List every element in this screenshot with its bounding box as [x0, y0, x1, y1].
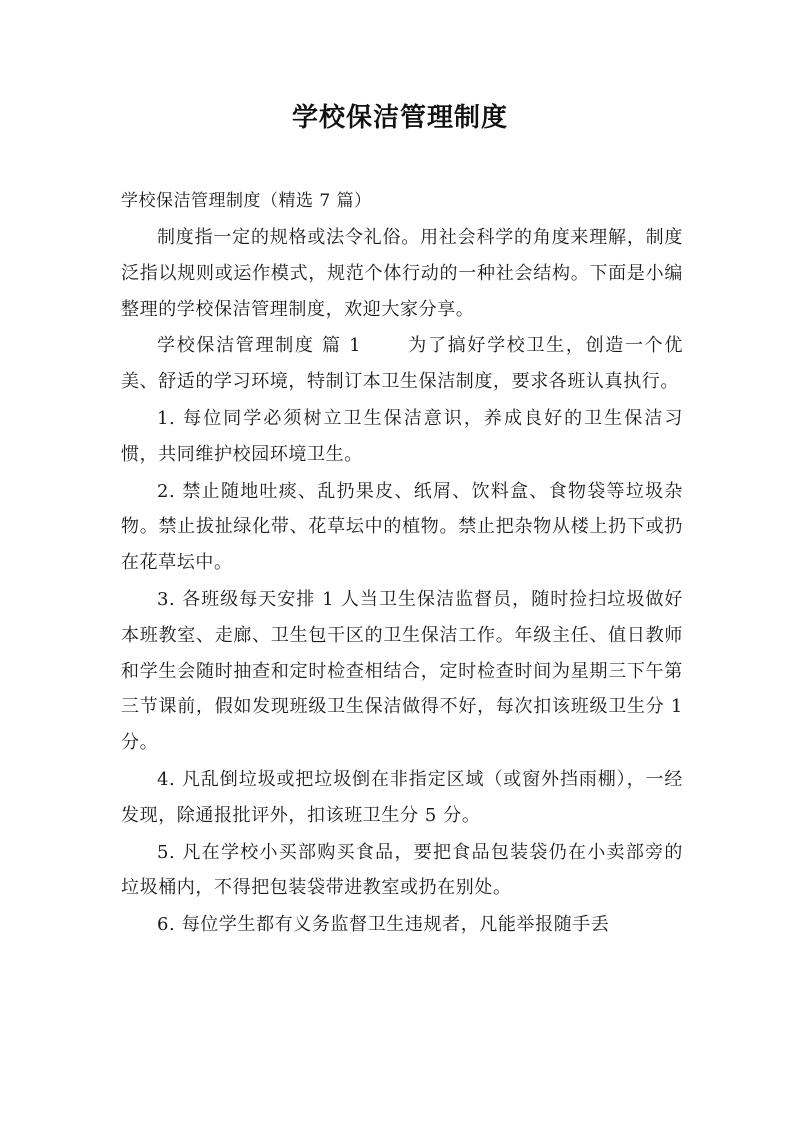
rule-item-3: 3. 各班级每天安排 1 人当卫生保洁监督员，随时捡扫垃圾做好本班教室、走廊、卫生包干区的卫生保洁工作。年级主任、值日教师和学生会随时抽查和定时检查相结合，定时检查时间为星期三下午第三节课前，假如发现班级卫生保洁做得不好，每次扣该班级卫生分 1 分。 [121, 588, 683, 754]
document-subtitle: 学校保洁管理制度（精选 7 篇） [121, 191, 372, 211]
document-title: 学校保洁管理制度 [291, 103, 508, 133]
document-body [121, 186, 683, 944]
rule-item-5: 5. 凡在学校小买部购买食品，要把食品包装袋仍在小卖部旁的垃圾桶内，不得把包装袋带进教室或扔在别处。 [121, 841, 683, 899]
section-paragraph [121, 328, 683, 400]
rule-item-4: 4. 凡乱倒垃圾或把垃圾倒在非指定区域（或窗外挡雨棚），一经发现，除通报批评外，扣该班卫生分 5 分。 [121, 768, 683, 826]
section-heading: 学校保洁管理制度 篇 1 [157, 335, 362, 357]
rule-item-2: 2. 禁止随地吐痰、乱扔果皮、纸屑、饮料盒、食物袋等垃圾杂物。禁止拔扯绿化带、花草坛中的植物。禁止把杂物从楼上扔下或扔在花草坛中。 [121, 480, 683, 574]
rule-item-6: 6. 每位学生都有义务监督卫生违规者，凡能举报随手丢 [157, 914, 610, 936]
section-intro: 为了搞好学校卫生，创造一个优美、舒适的学习环境，特制订本卫生保洁制度，要求各班认真执行。 [121, 335, 683, 393]
intro-paragraph: 制度指一定的规格或法令礼俗。用社会科学的角度来理解，制度泛指以规则或运作模式，规范个体行动的一种社会结构。下面是小编整理的学校保洁管理制度，欢迎大家分享。 [121, 227, 683, 320]
rule-item-1: 1. 每位同学必须树立卫生保洁意识，养成良好的卫生保洁习惯，共同维护校园环境卫生。 [121, 407, 683, 465]
